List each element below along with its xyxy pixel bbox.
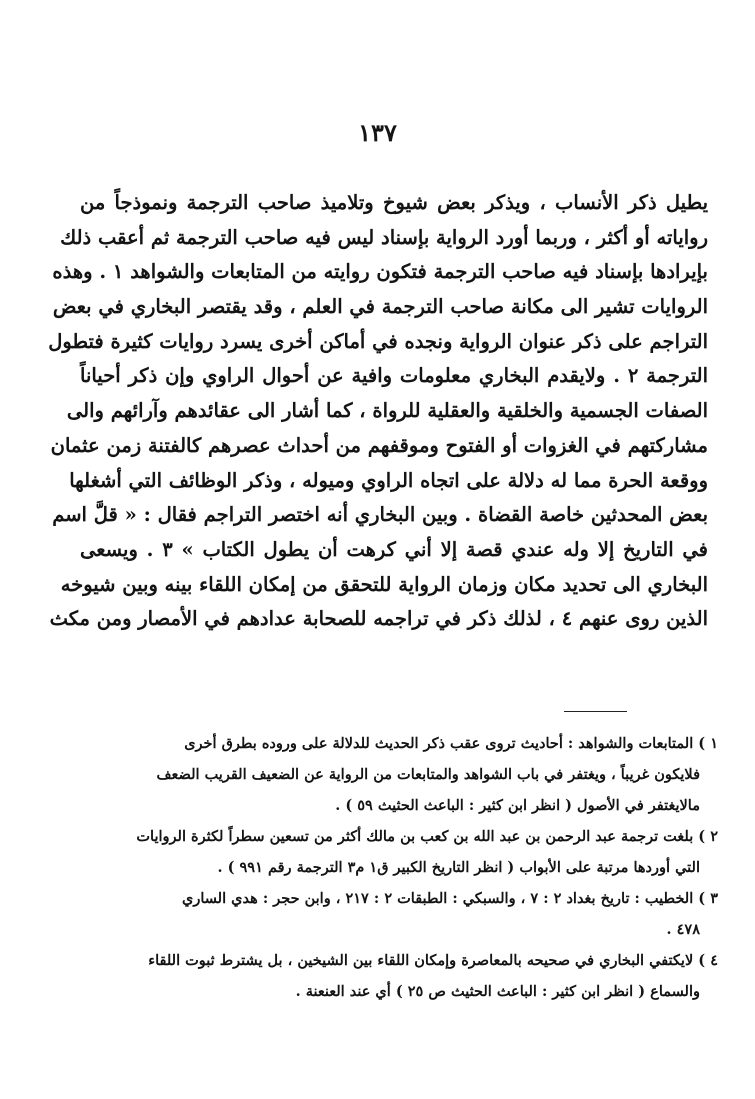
footnote-line: ٢ ) بلغت ترجمة عبد الرحمن بن عبد الله بن كعب بن مالك أكثر من تسعين سطراً لكثرة الروايات bbox=[136, 828, 718, 845]
text-line: رواياته أو أكثر ، وربما أورد الرواية بإسناد ليس فيه صاحب الترجمة ثم أعقب ذلك bbox=[60, 225, 708, 249]
footnote-line: والسماع ( انظر ابن كثير : الباعث الحثيث ص ٢٥ ) أي عند العنعنة . bbox=[295, 983, 700, 1000]
footnote-3 bbox=[100, 883, 718, 945]
footnote-2 bbox=[100, 821, 718, 883]
footnote-line: ١ ) المتابعات والشواهد : أحاديث تروى عقب ذكر الحديث للدلالة على وروده بطرق أخرى bbox=[184, 735, 718, 752]
text-line: مشاركتهم في الغزوات أو الفتوح وموقفهم من أحداث عصرهم كالفتنة زمن عثمان bbox=[50, 433, 708, 457]
footnote-separator bbox=[564, 711, 627, 712]
text-line: بعض المحدثين خاصة القضاة . وبين البخاري أنه اختصر التراجم فقال : « قلَّ اسم bbox=[52, 503, 708, 527]
text-line: الصفات الجسمية والخلقية والعقلية للرواة ، كما أشار الى عقائدهم وآرائهم والى bbox=[66, 399, 708, 423]
main-text bbox=[48, 186, 708, 637]
page-number: ١٣٧ bbox=[358, 118, 397, 147]
footnote-line: ٣ ) الخطيب : تاريخ بغداد ٢ : ٧ ، والسبكي : الطبقات ٢ : ٢١٧ ، وابن حجر : هدي الساري bbox=[181, 890, 718, 907]
footnotes bbox=[100, 728, 718, 1007]
footnote-line: التي أوردها مرتبة على الأبواب ( انظر التاريخ الكبير ق١ م٣ الترجمة رقم ٩٩١ ) . bbox=[217, 859, 700, 876]
footnote-line: ٤ ) لايكتفي البخاري في صحيحه بالمعاصرة وإمكان اللقاء بين الشيخين ، بل يشترط ثبوت اللقاء bbox=[148, 952, 718, 969]
text-line: التراجم على ذكر عنوان الرواية ونجده في أماكن أخرى يسرد روايات كثيرة فتطول bbox=[48, 329, 708, 353]
text-line: في التاريخ إلا وله عندي قصة إلا أني كرهت أن يطول الكتاب » ٣ . ويسعى bbox=[80, 537, 708, 561]
text-line: ووقعة الحرة مما له دلالة على اتجاه الراوي وميوله ، وذكر الوظائف التي أشغلها bbox=[69, 468, 708, 492]
text-line: بإيرادها بإسناد فيه صاحب الترجمة فتكون روايته من المتابعات والشواهد ١ . وهذه bbox=[52, 260, 708, 284]
text-line: يطيل ذكر الأنساب ، ويذكر بعض شيوخ وتلاميذ صاحب الترجمة ونموذجاً من bbox=[80, 191, 708, 214]
text-line: الروايات تشير الى مكانة صاحب الترجمة في العلم ، وقد يقتصر البخاري في بعض bbox=[52, 295, 708, 319]
footnote-line: فلايكون غريباً ، ويغتفر في باب الشواهد والمتابعات من الرواية عن الضعيف القريب الضعف bbox=[156, 766, 700, 783]
text-line: الترجمة ٢ . ولايقدم البخاري معلومات وافية عن أحوال الراوي وإن ذكر أحياناً bbox=[80, 364, 708, 388]
footnote-line: ٤٧٨ . bbox=[666, 921, 700, 938]
text-line: البخاري الى تحديد مكان وزمان الرواية للتحقق من إمكان اللقاء بينه وبين شيوخه bbox=[60, 572, 708, 596]
text-line: الذين روى عنهم ٤ ، لذلك ذكر في تراجمه للصحابة عدادهم في الأمصار ومن مكث bbox=[49, 607, 708, 631]
footnote-line: مالايغتفر في الأصول ( انظر ابن كثير : الباعث الحثيث ٥٩ ) . bbox=[335, 797, 700, 814]
footnote-4 bbox=[100, 945, 718, 1007]
footnote-1 bbox=[100, 728, 718, 821]
